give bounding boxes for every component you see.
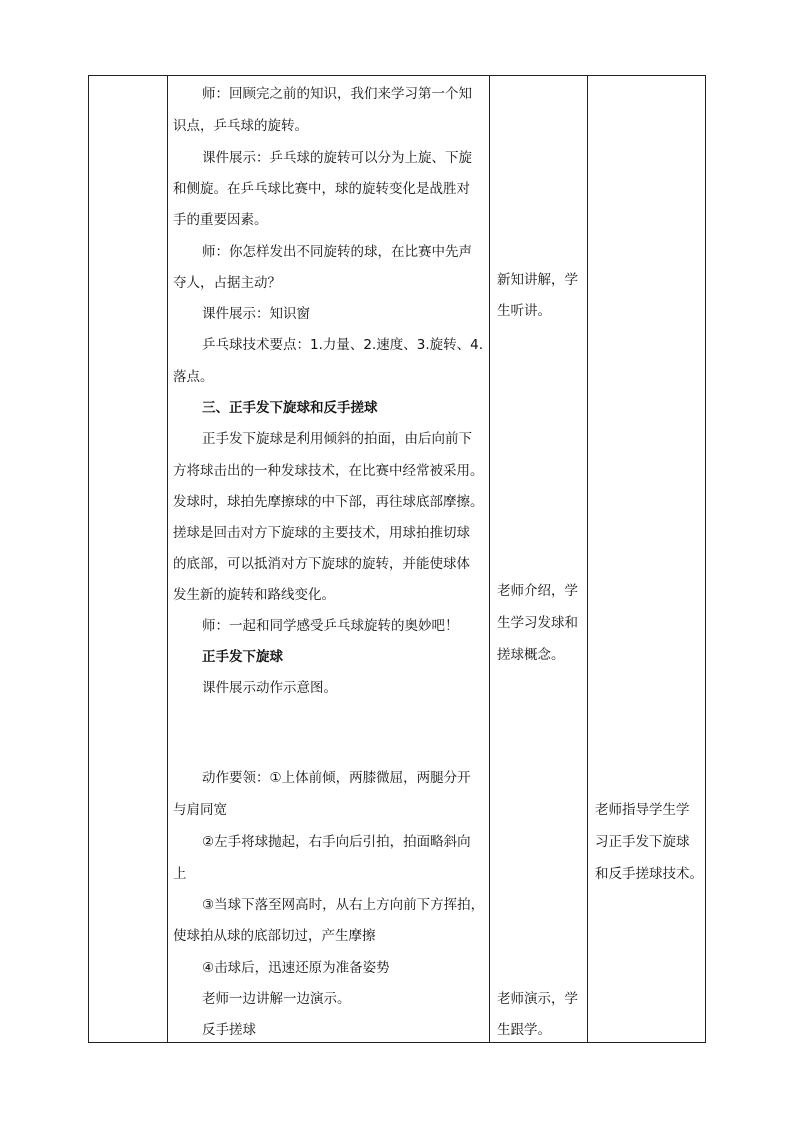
content-line: 使球拍从球的底部切过，产生摩擦 [173,928,376,944]
lesson-table [88,75,706,1043]
content-line: 夺人，占据主动？ [173,275,281,291]
content-column [168,76,490,1042]
intent-line: 和反手搓球技术。 [595,866,703,882]
content-line: ④击球后，迅速还原为准备姿势 [202,960,390,976]
content-line: 与肩同宽 [173,802,227,818]
content-line: 老师一边讲解一边演示。 [202,991,351,1007]
content-line: 搓球是回击对方下旋球的主要技术，用球拍推切球 [173,525,470,541]
content-line: 乒乓球技术要点：1.力量、2.速度、3.旋转、4. [202,337,484,353]
activity-line: 生跟学。 [497,1022,551,1038]
content-line: 反手搓球 [202,1022,256,1038]
content-line: 上 [173,866,187,882]
content-line: 正手发下旋球是利用倾斜的拍面，由后向前下 [202,431,472,447]
content-line: 方将球击出的一种发球技术，在比赛中经常被采用。 [173,463,484,479]
activity-line: 生学习发球和 [497,615,578,631]
content-line: 落点。 [173,369,214,385]
student-activity-column [490,76,588,1042]
activity-line: 生听讲。 [497,303,551,319]
content-line: 发球时，球拍先摩擦球的中下部，再往球底部摩擦。 [173,494,484,510]
activity-line: 老师介绍，学 [497,583,578,599]
intent-line: 习正手发下旋球 [595,834,690,850]
section-heading: 三、正手发下旋球和反手搓球 [202,400,378,416]
content-line: 手的重要因素。 [173,212,268,228]
content-line: 师：一起和同学感受乒乓球旋转的奥妙吧！ [202,618,459,634]
content-line: 的底部，可以抵消对方下旋球的旋转，并能使球体 [173,556,470,572]
content-line: ②左手将球抛起，右手向后引拍，拍面略斜向 [202,834,471,850]
content-line: 课件展示动作示意图。 [202,680,337,696]
content-line: ③当球下落至网高时，从右上方向前下方挥拍， [202,897,485,913]
activity-line: 搓球概念。 [497,647,565,663]
activity-line: 新知讲解，学 [497,272,578,288]
content-line: 识点，乒乓球的旋转。 [173,118,308,134]
content-line: 师：回顾完之前的知识，我们来学习第一个知 [202,86,472,102]
content-line: 课件展示：知识窗 [202,306,310,322]
content-line: 和侧旋。在乒乓球比赛中，球的旋转变化是战胜对 [173,181,470,197]
section-column [89,76,168,1042]
design-intent-column [588,76,705,1042]
content-line: 课件展示：乒乓球的旋转可以分为上旋、下旋 [202,150,472,166]
content-line: 发生新的旋转和路线变化。 [173,587,335,603]
content-line: 动作要领：①上体前倾，两膝微屈，两腿分开 [202,770,471,786]
intent-line: 老师指导学生学 [595,802,690,818]
activity-line: 老师演示，学 [497,991,578,1007]
content-line: 师：你怎样发出不同旋转的球，在比赛中先声 [202,244,472,260]
subsection-heading: 正手发下旋球 [202,649,283,665]
